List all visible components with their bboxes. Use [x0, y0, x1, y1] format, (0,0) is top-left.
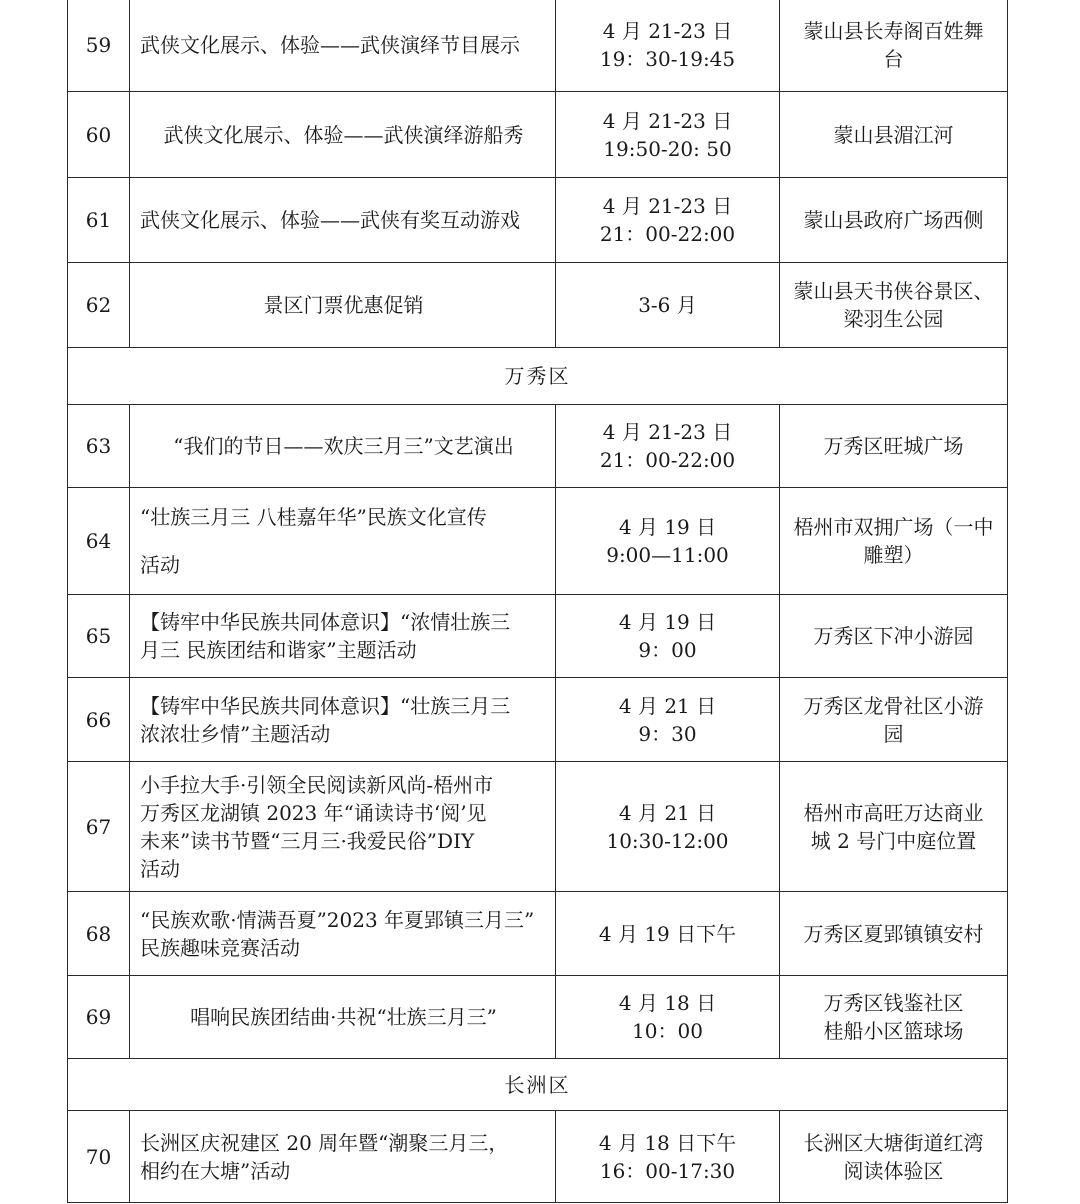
- activity-time-cell: 4 月 21-23 日 21：00-22:00: [556, 178, 780, 263]
- table-row: [68, 263, 1008, 348]
- activity-name-cell: “民族欢歌·情满吾夏”2023 年夏郢镇三月三” 民族趣味竞赛活动: [130, 892, 556, 976]
- section-header-row: [68, 1059, 1008, 1111]
- table-row: [68, 595, 1008, 678]
- activity-location-cell: 万秀区旺城广场: [780, 405, 1008, 488]
- activity-time-cell: 4 月 19 日下午: [556, 892, 780, 976]
- activity-name-cell: 小手拉大手·引领全民阅读新风尚-梧州市 万秀区龙湖镇 2023 年“诵读诗书‘阅’见 未来”读书节暨“三月三·我爱民俗”DIY 活动: [130, 762, 556, 892]
- activity-time-cell: 4 月 21-23 日 21：00-22:00: [556, 405, 780, 488]
- activity-name-cell: 长洲区庆祝建区 20 周年暨“潮聚三月三， 相约在大塘”活动: [130, 1111, 556, 1203]
- row-number-cell: 70: [68, 1111, 130, 1203]
- row-number-cell: 60: [68, 92, 130, 178]
- table-row: [68, 92, 1008, 178]
- activity-name-cell: 武侠文化展示、体验——武侠演绎游船秀: [130, 92, 556, 178]
- activity-location-cell: 蒙山县天书侠谷景区、 梁羽生公园: [780, 263, 1008, 348]
- table-row: [68, 762, 1008, 892]
- activity-location-cell: 万秀区钱鉴社区 桂船小区篮球场: [780, 976, 1008, 1059]
- activity-time-cell: 4 月 18 日下午 16：00-17:30: [556, 1111, 780, 1203]
- row-number-cell: 67: [68, 762, 130, 892]
- section-header-row: [68, 348, 1008, 405]
- section-title: 万秀区: [68, 348, 1008, 405]
- table-body: [68, 0, 1008, 1203]
- activity-time-cell: 4 月 21-23 日 19:50-20: 50: [556, 92, 780, 178]
- table-row: [68, 488, 1008, 595]
- activity-location-cell: 万秀区下冲小游园: [780, 595, 1008, 678]
- activity-name-cell: 唱响民族团结曲·共祝“壮族三月三”: [130, 976, 556, 1059]
- activity-name-cell: 景区门票优惠促销: [130, 263, 556, 348]
- activity-location-cell: 万秀区龙骨社区小游 园: [780, 678, 1008, 762]
- activity-location-cell: 蒙山县湄江河: [780, 92, 1008, 178]
- activity-location-cell: 梧州市双拥广场（一中 雕塑）: [780, 488, 1008, 595]
- table-row: [68, 976, 1008, 1059]
- table-row: [68, 178, 1008, 263]
- activity-time-cell: 4 月 19 日 9:00—11:00: [556, 488, 780, 595]
- row-number-cell: 69: [68, 976, 130, 1059]
- table-row: [68, 0, 1008, 92]
- activity-time-cell: 4 月 21 日 9：30: [556, 678, 780, 762]
- table-row: [68, 1111, 1008, 1203]
- activity-name-cell: 【铸牢中华民族共同体意识】“壮族三月三 浓浓壮乡情”主题活动: [130, 678, 556, 762]
- activity-name-cell: “壮族三月三 八桂嘉年华”民族文化宣传 活动: [130, 488, 556, 595]
- row-number-cell: 63: [68, 405, 130, 488]
- table-row: [68, 678, 1008, 762]
- activity-time-cell: 4 月 21-23 日 19：30-19:45: [556, 0, 780, 92]
- activity-time-cell: 4 月 21 日 10:30-12:00: [556, 762, 780, 892]
- activity-name-cell: 武侠文化展示、体验——武侠有奖互动游戏: [130, 178, 556, 263]
- activity-time-cell: 4 月 18 日 10：00: [556, 976, 780, 1059]
- activity-name-cell: 【铸牢中华民族共同体意识】“浓情壮族三 月三 民族团结和谐家”主题活动: [130, 595, 556, 678]
- section-title: 长洲区: [68, 1059, 1008, 1111]
- activity-time-cell: 3-6 月: [556, 263, 780, 348]
- activity-location-cell: 梧州市高旺万达商业 城 2 号门中庭位置: [780, 762, 1008, 892]
- row-number-cell: 66: [68, 678, 130, 762]
- row-number-cell: 62: [68, 263, 130, 348]
- row-number-cell: 68: [68, 892, 130, 976]
- activity-location-cell: 蒙山县政府广场西侧: [780, 178, 1008, 263]
- table-row: [68, 892, 1008, 976]
- row-number-cell: 59: [68, 0, 130, 92]
- activity-location-cell: 万秀区夏郢镇镇安村: [780, 892, 1008, 976]
- activity-time-cell: 4 月 19 日 9：00: [556, 595, 780, 678]
- table-row: [68, 405, 1008, 488]
- activity-name-cell: “我们的节日——欢庆三月三”文艺演出: [130, 405, 556, 488]
- activity-location-cell: 长洲区大塘街道红湾 阅读体验区: [780, 1111, 1008, 1203]
- activity-location-cell: 蒙山县长寿阁百姓舞 台: [780, 0, 1008, 92]
- activity-schedule-table: [67, 0, 1008, 1203]
- row-number-cell: 65: [68, 595, 130, 678]
- row-number-cell: 61: [68, 178, 130, 263]
- activity-name-cell: 武侠文化展示、体验——武侠演绎节目展示: [130, 0, 556, 92]
- row-number-cell: 64: [68, 488, 130, 595]
